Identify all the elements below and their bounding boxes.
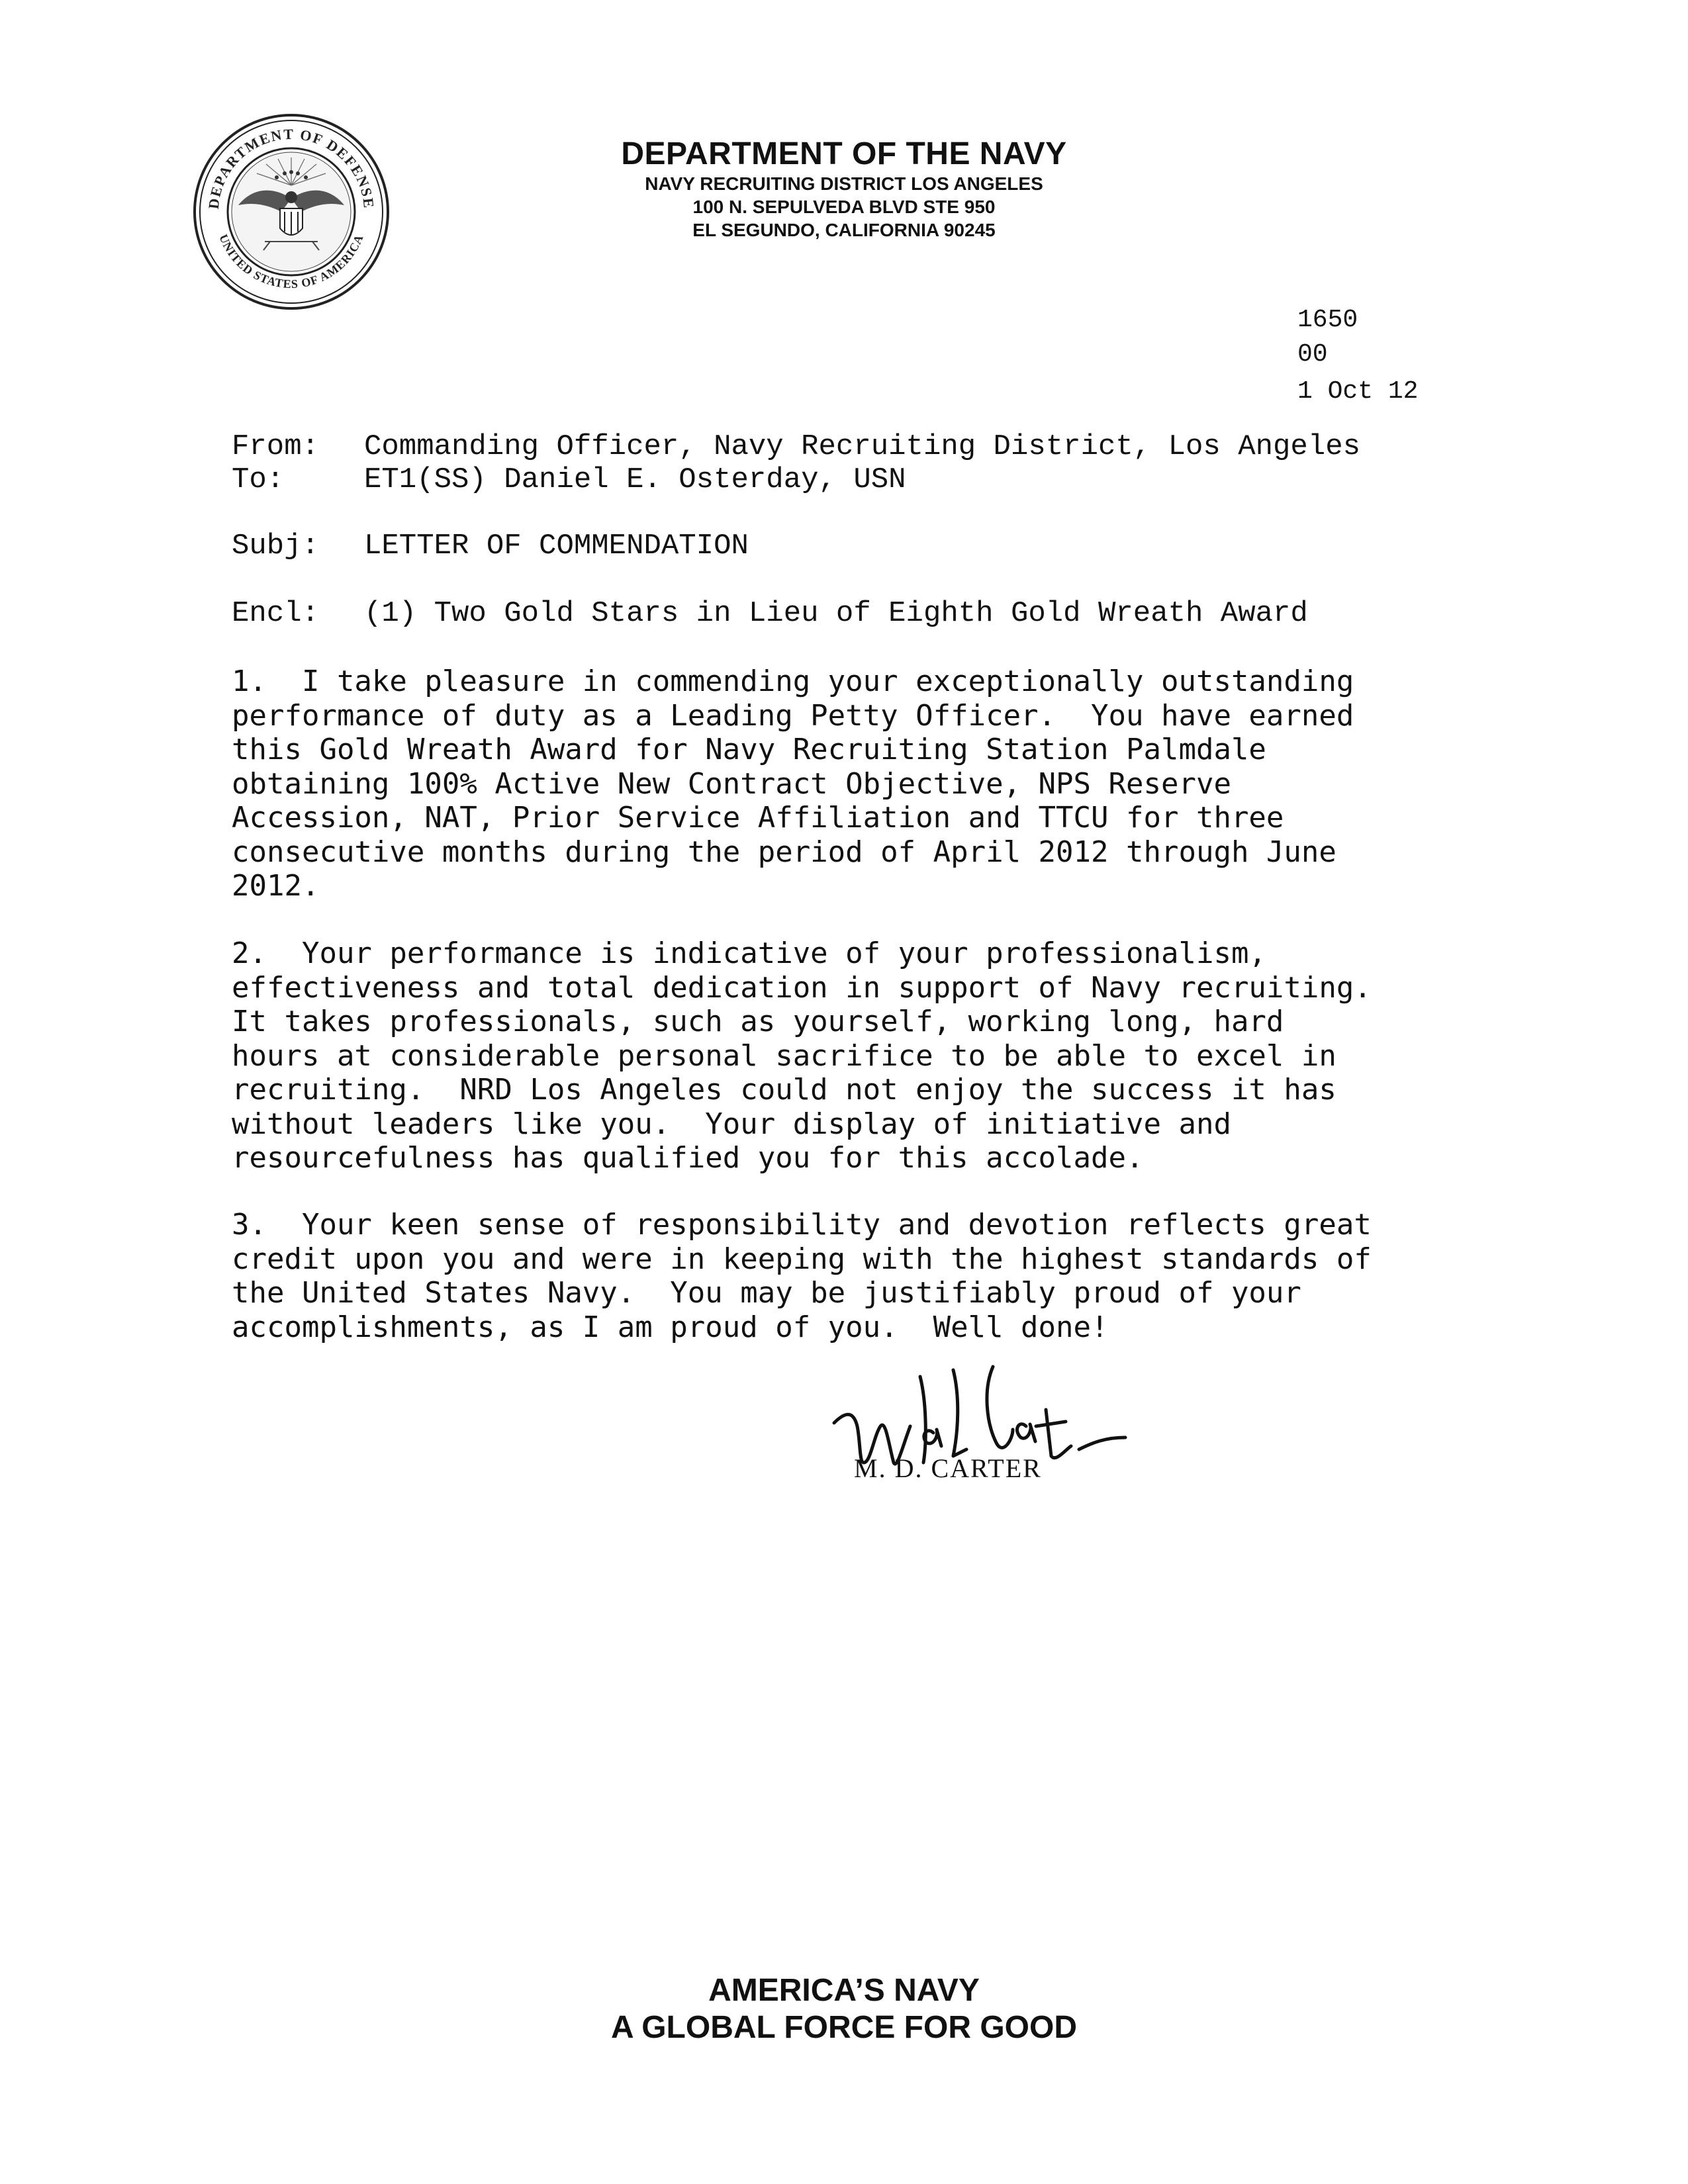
signer-name: M. D. CARTER — [854, 1453, 1042, 1483]
from-label: From: — [232, 430, 320, 463]
to-value: ET1(SS) Daniel E. Osterday, USN — [364, 463, 906, 496]
footer-motto-line-2: A GLOBAL FORCE FOR GOOD — [611, 2010, 1077, 2045]
letterhead-department: DEPARTMENT OF THE NAVY — [621, 136, 1067, 171]
enclosure-value: (1) Two Gold Stars in Lieu of Eighth Gold Wreath Award — [364, 597, 1308, 630]
ssic-number: 1650 — [1297, 306, 1358, 334]
paragraph-2: 2. Your performance is indicative of your professionalism, effectiveness and total dedication in support of Navy recruiting. It takes professionals, such as yourself, working long, hard hours at considerable personal sacrifice to be able to excel in recruiting. NRD Los Angeles could not enjoy the success it has without leaders like you. Your display of initiative and resourcefulness has qualified you for this accolade. — [232, 936, 1372, 1175]
paragraph-1: 1. I take pleasure in commending your exceptionally outstanding performance of duty as a Leading Petty Officer. You have earned this Gold Wreath Award for Navy Recruiting Station Palmdale obtaining 100% Active New Contract Objective, NPS Reserve Accession, NAT, Prior Service Affiliation and TTCU for three consecutive months during the period of April 2012 through June 2012. — [232, 664, 1354, 903]
from-value: Commanding Officer, Navy Recruiting District, Los Angeles — [364, 430, 1361, 463]
svg-text:UNITED STATES OF AMERICA: UNITED STATES OF AMERICA — [216, 232, 366, 291]
office-code: 00 — [1297, 340, 1328, 369]
department-of-defense-seal-icon — [192, 113, 391, 311]
paragraph-3: 3. Your keen sense of responsibility and devotion reflects great credit upon you and were in keeping with the highest standards of the United States Navy. You may be justifiably proud of your accomplishments, as I am proud of you. Well done! — [232, 1208, 1372, 1344]
subject-label: Subj: — [232, 529, 320, 563]
svg-text:DEPARTMENT OF DEFENSE: DEPARTMENT OF DEFENSE — [205, 125, 378, 210]
letter-date: 1 Oct 12 — [1297, 377, 1419, 406]
footer-motto-line-1: AMERICA’S NAVY — [708, 1973, 980, 2008]
enclosure-label: Encl: — [232, 597, 320, 630]
subject-value: LETTER OF COMMENDATION — [364, 529, 749, 563]
letterhead-city: EL SEGUNDO, CALIFORNIA 90245 — [692, 220, 996, 240]
to-label: To: — [232, 463, 285, 496]
letterhead-street: 100 N. SEPULVEDA BLVD STE 950 — [692, 197, 996, 217]
letterhead-district: NAVY RECRUITING DISTRICT LOS ANGELES — [645, 173, 1043, 194]
